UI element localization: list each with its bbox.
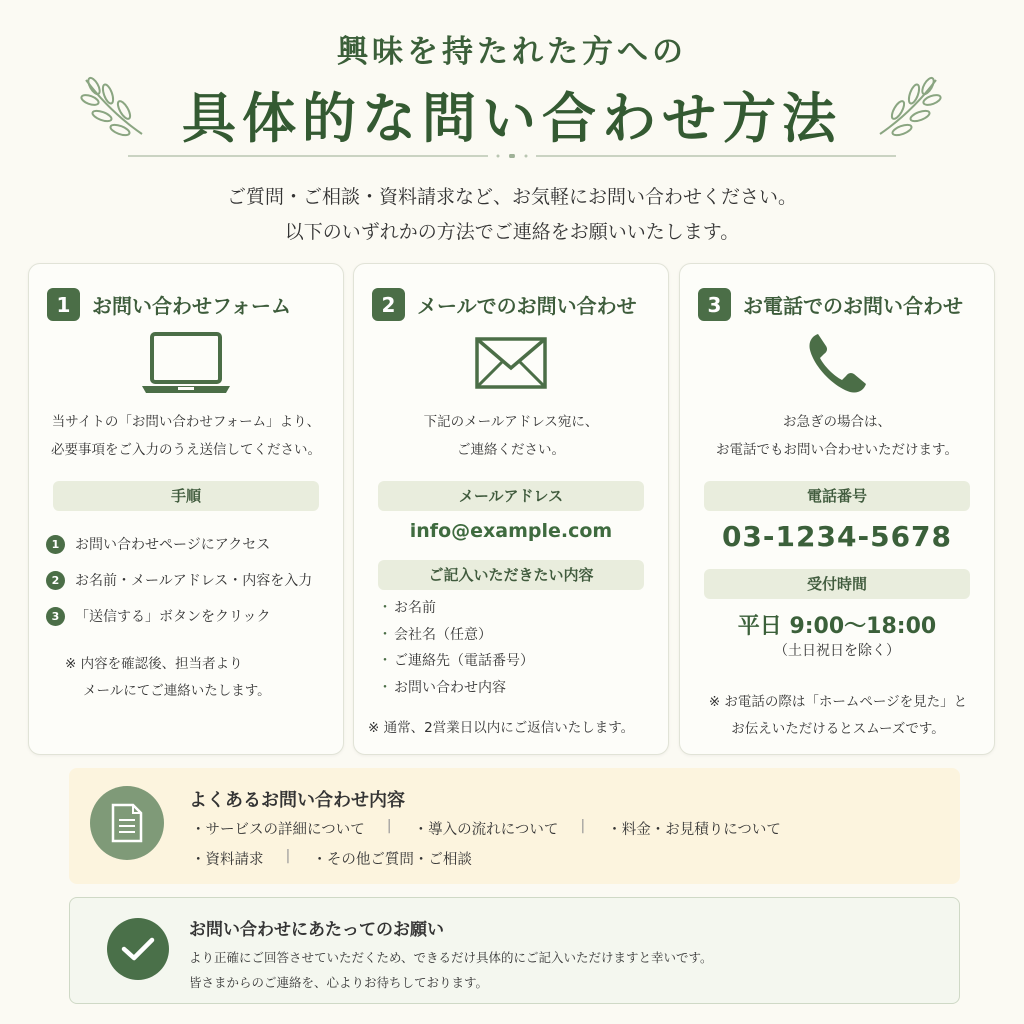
business-hours: 平日 9:00〜18:00	[737, 614, 937, 639]
list-item: ・ ご連絡先（電話番号）	[378, 650, 534, 677]
step-number: 3	[46, 607, 65, 626]
faq-separator: |	[580, 818, 586, 834]
note-line-2: お伝えいただけるとスムーズです。	[731, 721, 945, 737]
card-description	[354, 408, 668, 464]
card-header	[47, 288, 335, 321]
card-header	[698, 288, 986, 321]
contact-form-card	[28, 263, 344, 755]
desc-line-2: 必要事項をご入力のうえ送信してください。	[51, 442, 321, 458]
desc-line-1: お急ぎの場合は、	[783, 414, 891, 430]
desc-line-1: 当サイトの「お問い合わせフォーム」より、	[51, 414, 321, 430]
faq-row-1	[191, 818, 781, 839]
step-text: お名前・メールアドレス・内容を入力	[75, 573, 313, 589]
faq-item: ・料金・お見積りについて	[607, 822, 781, 838]
card-title: お電話でのお問い合わせ	[743, 294, 963, 318]
desc-line-1: 下記のメールアドレス宛に、	[423, 414, 599, 430]
laurel-right-icon	[876, 72, 942, 142]
faq-row-2	[191, 848, 472, 869]
form-note	[65, 651, 271, 705]
card-title: お問い合わせフォーム	[92, 294, 291, 318]
faq-separator: |	[386, 818, 392, 834]
phone-card	[679, 263, 995, 755]
faq-item: ・導入の流れについて	[413, 822, 559, 838]
envelope-icon	[474, 336, 548, 390]
required-fields-list	[378, 597, 534, 703]
card-header	[372, 288, 660, 321]
required-fields-label: ご記入いただきたい内容	[378, 560, 644, 590]
email-note: ※ 通常、2営業日以内にご返信いたします。	[368, 720, 635, 736]
intro-line-2: 以下のいずれかの方法でご連絡をお願いいたします。	[284, 221, 740, 243]
number-badge: 1	[47, 288, 80, 321]
list-item: ・ お問い合わせ内容	[378, 677, 534, 704]
hours-label: 受付時間	[704, 569, 970, 599]
number-badge: 3	[698, 288, 731, 321]
request-text	[189, 945, 713, 995]
check-icon	[107, 918, 169, 980]
phone-icon	[804, 330, 870, 396]
step-item	[46, 562, 312, 598]
card-description	[680, 408, 994, 464]
card-description	[29, 408, 343, 464]
number-badge: 2	[372, 288, 405, 321]
phone-number-link[interactable]: 03-1234-5678	[721, 520, 953, 553]
faq-separator: |	[285, 848, 291, 864]
step-number: 1	[46, 535, 65, 554]
request-box	[69, 897, 960, 1004]
steps-list	[46, 526, 312, 634]
step-text: 「送信する」ボタンをクリック	[75, 609, 271, 625]
request-line-2: 皆さまからのご連絡を、心よりお待ちしております。	[189, 975, 489, 990]
page-title: 具体的な問い合わせ方法	[182, 86, 842, 150]
phone-note	[680, 689, 996, 743]
intro-line-1: ご質問・ご相談・資料請求など、お気軽にお問い合わせください。	[226, 186, 797, 208]
step-number: 2	[46, 571, 65, 590]
list-item: ・ お名前	[378, 597, 534, 624]
hours-note: （土日祝日を除く）	[774, 643, 900, 659]
faq-box	[69, 768, 960, 884]
desc-line-2: ご連絡ください。	[457, 442, 565, 458]
email-address-link[interactable]: info@example.com	[409, 520, 613, 542]
phone-number-label: 電話番号	[704, 481, 970, 511]
step-text: お問い合わせページにアクセス	[75, 537, 271, 553]
faq-item: ・資料請求	[191, 852, 264, 868]
note-line-1: ※ お電話の際は「ホームページを見た」と	[708, 694, 968, 710]
intro-text	[0, 180, 1024, 250]
faq-title: よくあるお問い合わせ内容	[189, 790, 405, 811]
request-title: お問い合わせにあたってのお願い	[189, 920, 444, 940]
steps-label: 手順	[53, 481, 319, 511]
step-item	[46, 526, 312, 562]
card-title: メールでのお問い合わせ	[417, 294, 637, 318]
document-icon	[90, 786, 164, 860]
note-line-1: ※ 内容を確認後、担当者より	[65, 656, 243, 672]
step-item	[46, 598, 312, 634]
list-item: ・ 会社名（任意）	[378, 624, 534, 651]
request-line-1: より正確にご回答させていただくため、できるだけ具体的にご記入いただけますと幸いです。	[189, 950, 713, 965]
faq-item: ・その他ご質問・ご相談	[312, 852, 472, 868]
email-label: メールアドレス	[378, 481, 644, 511]
faq-item: ・サービスの詳細について	[191, 822, 365, 838]
laptop-icon	[140, 330, 232, 396]
page-subtitle: 興味を持たれた方への	[337, 34, 687, 70]
desc-line-2: お電話でもお問い合わせいただけます。	[716, 442, 958, 458]
header-divider	[128, 154, 896, 158]
note-line-2: メールにてご連絡いたします。	[83, 683, 271, 699]
